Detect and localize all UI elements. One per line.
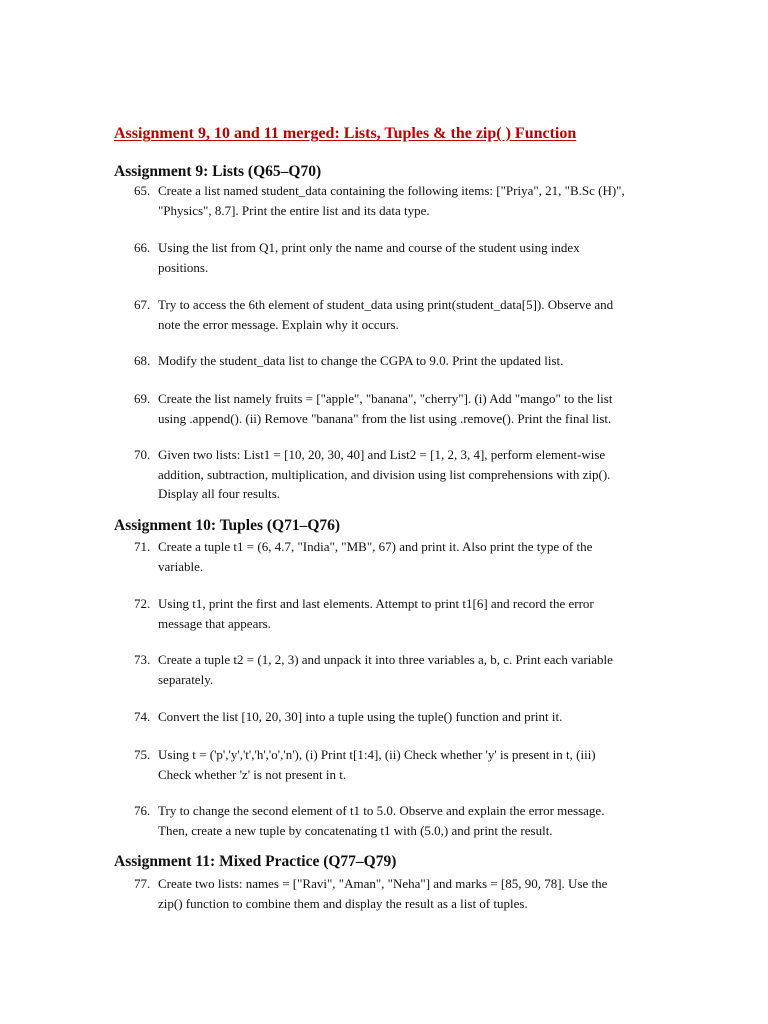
question-number: 70. [134, 447, 151, 462]
question-line: Then, create a new tuple by concatenating t1 with (5.0,) and print the result. [158, 822, 553, 838]
question-text [158, 537, 668, 576]
question-number: 73. [134, 652, 151, 667]
question-number: 76. [134, 803, 151, 818]
question-line: positions. [158, 259, 209, 275]
question-number: 67. [134, 297, 151, 312]
question-number: 68. [134, 353, 151, 368]
question-text [158, 295, 668, 334]
question-line: Modify the student_data list to change the CGPA to 9.0. Print the updated list. [158, 353, 564, 368]
question-line: addition, subtraction, multiplication, and division using list comprehensions with zip(). [158, 466, 611, 482]
question-line: separately. [158, 671, 214, 687]
question-text [158, 445, 668, 504]
question-line: Using t = ('p','y','t','h','o','n'), (i) Print t[1:4], (ii) Check whether 'y' is present in t, (iii) [158, 747, 596, 762]
question-number: 71. [134, 539, 151, 554]
question-line: Create two lists: names = ["Ravi", "Aman", "Neha"] and marks = [85, 90, 78]. Use the [158, 876, 608, 891]
question-line: Try to access the 6th element of student_data using print(student_data[5]). Observe and [158, 297, 614, 312]
question-text [158, 594, 668, 633]
question-line: Create a list named student_data containing the following items: ["Priya", 21, "B.Sc (H)", [158, 183, 625, 198]
question-text [158, 351, 668, 371]
question-number: 77. [134, 876, 151, 891]
question-number: 66. [134, 240, 151, 255]
question-text [158, 801, 668, 840]
question-line: Convert the list [10, 20, 30] into a tuple using the tuple() function and print it. [158, 709, 563, 724]
question-number: 69. [134, 391, 151, 406]
question-line: using .append(). (ii) Remove "banana" from the list using .remove(). Print the final list. [158, 410, 612, 426]
question-line: Create the list namely fruits = ["apple", "banana", "cherry"]. (i) Add "mango" to the list [158, 391, 613, 406]
question-line: note the error message. Explain why it occurs. [158, 316, 399, 332]
question-text [158, 874, 668, 913]
question-text [158, 650, 668, 689]
question-number: 65. [134, 183, 151, 198]
question-line: message that appears. [158, 615, 271, 631]
question-text [158, 745, 668, 784]
question-line: zip() function to combine them and display the result as a list of tuples. [158, 895, 528, 911]
question-line: Using the list from Q1, print only the name and course of the student using index [158, 240, 580, 255]
section-heading-assignment-10: Assignment 10: Tuples (Q71–Q76) [114, 517, 341, 534]
question-text [158, 181, 668, 220]
question-line: variable. [158, 558, 204, 574]
question-line: Using t1, print the first and last elements. Attempt to print t1[6] and record the error [158, 596, 594, 611]
question-text [158, 238, 668, 277]
question-line: "Physics", 8.7]. Print the entire list and its data type. [158, 202, 430, 218]
section-heading-assignment-11: Assignment 11: Mixed Practice (Q77–Q79) [114, 853, 397, 870]
question-text [158, 707, 668, 727]
question-line: Create a tuple t1 = (6, 4.7, "India", "MB", 67) and print it. Also print the type of the [158, 539, 593, 554]
document-title: Assignment 9, 10 and 11 merged: Lists, Tuples & the zip( ) Function [114, 125, 577, 142]
question-line: Display all four results. [158, 486, 281, 501]
question-line: Check whether 'z' is not present in t. [158, 766, 347, 782]
question-line: Given two lists: List1 = [10, 20, 30, 40] and List2 = [1, 2, 3, 4], perform element-wise [158, 447, 606, 462]
question-text [158, 389, 668, 428]
section-heading-assignment-9: Assignment 9: Lists (Q65–Q70) [114, 163, 322, 180]
question-number: 72. [134, 596, 151, 611]
question-number: 75. [134, 747, 151, 762]
question-number: 74. [134, 709, 151, 724]
question-line: Try to change the second element of t1 to 5.0. Observe and explain the error message. [158, 803, 605, 818]
question-line: Create a tuple t2 = (1, 2, 3) and unpack it into three variables a, b, c. Print each variable [158, 652, 613, 667]
